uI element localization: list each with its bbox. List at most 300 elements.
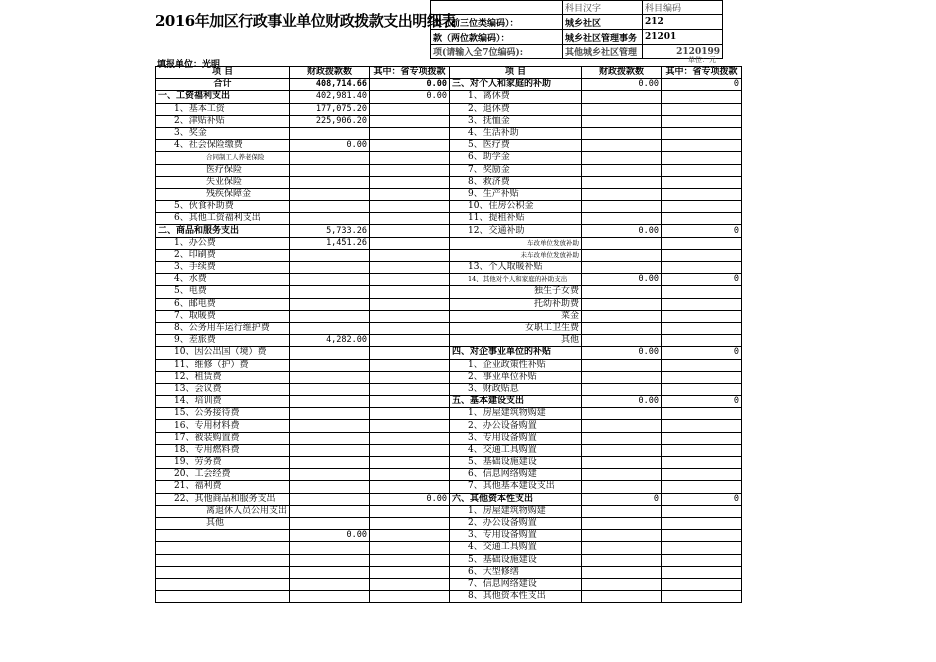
amount-cell-right[interactable] xyxy=(582,359,662,371)
item-label-left: 9、差旅费 xyxy=(156,335,290,347)
table-row xyxy=(156,396,742,408)
category-label: 类（前三位类编码）： xyxy=(431,15,563,30)
table-row xyxy=(156,188,742,200)
amount-cell-right[interactable] xyxy=(582,457,662,469)
amount-cell-right[interactable] xyxy=(582,176,662,188)
amount-cell-right[interactable] xyxy=(582,432,662,444)
special-cell-right[interactable] xyxy=(662,335,742,347)
amount-cell-left[interactable] xyxy=(290,249,370,261)
special-cell-right[interactable] xyxy=(662,481,742,493)
amount-cell-left[interactable]: 5,733.26 xyxy=(290,225,370,237)
item-label-left xyxy=(156,578,290,590)
table-row xyxy=(156,140,742,152)
special-cell-right[interactable] xyxy=(662,554,742,566)
table-row xyxy=(156,237,742,249)
special-cell-left[interactable] xyxy=(370,140,450,152)
header-item-left: 项 目 xyxy=(156,67,290,79)
amount-cell-right[interactable] xyxy=(582,469,662,481)
item-label-right: 6、助学金 xyxy=(450,152,582,164)
table-row xyxy=(156,444,742,456)
special-cell-left[interactable] xyxy=(370,335,450,347)
item-label-right: 7、奖励金 xyxy=(450,164,582,176)
section-code-cell[interactable]: 21201 xyxy=(643,30,723,45)
special-cell-left[interactable] xyxy=(370,176,450,188)
currency-unit-note: 单位：元 xyxy=(688,56,716,64)
special-cell-left[interactable] xyxy=(370,286,450,298)
subject-code-header: 科目编码 xyxy=(643,1,723,15)
special-cell-left[interactable] xyxy=(370,152,450,164)
item-name-cell[interactable]: 其他城乡社区管理 xyxy=(563,45,643,59)
item-label-left: 6、邮电费 xyxy=(156,298,290,310)
special-cell-left[interactable] xyxy=(370,591,450,603)
item-label-right: 六、其他资本性支出 xyxy=(450,493,582,505)
amount-cell-left[interactable]: 408,714.66 xyxy=(290,79,370,91)
special-cell-right[interactable] xyxy=(662,578,742,590)
table-row xyxy=(156,79,742,91)
item-label-left: 18、专用燃料费 xyxy=(156,444,290,456)
special-cell-right[interactable] xyxy=(662,542,742,554)
table-row xyxy=(156,164,742,176)
item-label-left: 2、津贴补贴 xyxy=(156,115,290,127)
report-title: 2016年加区行政事业单位财政拨款支出明细表 xyxy=(155,12,456,30)
special-cell-left[interactable] xyxy=(370,274,450,286)
header-amount-right: 财政拨款数 xyxy=(582,67,662,79)
special-cell-right[interactable] xyxy=(662,262,742,274)
amount-cell-left[interactable] xyxy=(290,420,370,432)
amount-cell-left[interactable] xyxy=(290,469,370,481)
amount-cell-left[interactable] xyxy=(290,322,370,334)
item-label-right: 4、交通工具购置 xyxy=(450,444,582,456)
item-label-right: 菜金 xyxy=(450,310,582,322)
amount-cell-left[interactable] xyxy=(290,444,370,456)
special-cell-left[interactable] xyxy=(370,359,450,371)
amount-cell-right[interactable] xyxy=(582,335,662,347)
table-row xyxy=(156,420,742,432)
amount-cell-right[interactable]: 0.00 xyxy=(582,79,662,91)
special-cell-left[interactable] xyxy=(370,457,450,469)
amount-cell-left[interactable] xyxy=(290,286,370,298)
special-cell-left[interactable] xyxy=(370,115,450,127)
special-cell-right[interactable]: 0 xyxy=(662,347,742,359)
special-cell-left[interactable] xyxy=(370,347,450,359)
special-cell-left[interactable] xyxy=(370,188,450,200)
amount-cell-right[interactable] xyxy=(582,201,662,213)
item-label-right: 13、个人取暖补贴 xyxy=(450,262,582,274)
special-cell-right[interactable]: 0 xyxy=(662,396,742,408)
amount-cell-left[interactable] xyxy=(290,274,370,286)
item-label-left: 残疾保障金 xyxy=(156,188,290,200)
special-cell-left[interactable] xyxy=(370,432,450,444)
special-cell-right[interactable] xyxy=(662,420,742,432)
item-label-left: 15、公务接待费 xyxy=(156,408,290,420)
special-cell-left[interactable] xyxy=(370,444,450,456)
table-row xyxy=(156,347,742,359)
amount-cell-left[interactable] xyxy=(290,566,370,578)
special-cell-right[interactable] xyxy=(662,176,742,188)
amount-cell-right[interactable] xyxy=(582,127,662,139)
item-label-right: 3、抚恤金 xyxy=(450,115,582,127)
amount-cell-left[interactable] xyxy=(290,408,370,420)
special-cell-left[interactable]: 0.00 xyxy=(370,79,450,91)
item-label-right: 1、离休费 xyxy=(450,91,582,103)
special-cell-left[interactable] xyxy=(370,298,450,310)
amount-cell-right[interactable]: 0.00 xyxy=(582,225,662,237)
amount-cell-right[interactable] xyxy=(582,566,662,578)
amount-cell-right[interactable] xyxy=(582,213,662,225)
table-row xyxy=(156,335,742,347)
section-label: 款（两位款编码）： xyxy=(431,30,563,45)
table-row xyxy=(156,91,742,103)
table-row xyxy=(156,225,742,237)
item-label-left: 6、其他工资福利支出 xyxy=(156,213,290,225)
amount-cell-right[interactable] xyxy=(582,262,662,274)
item-label-left: 22、其他商品和服务支出 xyxy=(156,493,290,505)
amount-cell-left[interactable] xyxy=(290,152,370,164)
special-cell-left[interactable] xyxy=(370,127,450,139)
amount-cell-right[interactable] xyxy=(582,542,662,554)
item-label-right: 2、办公设备购置 xyxy=(450,517,582,529)
item-label-right: 9、生产补贴 xyxy=(450,188,582,200)
header-item-right: 项 目 xyxy=(450,67,582,79)
item-label-right: 10、住房公积金 xyxy=(450,201,582,213)
item-label-right: 5、基础设施建设 xyxy=(450,554,582,566)
amount-cell-right[interactable] xyxy=(582,286,662,298)
amount-cell-left[interactable] xyxy=(290,164,370,176)
amount-cell-left[interactable] xyxy=(290,542,370,554)
item-label-left: 5、伙食补助费 xyxy=(156,201,290,213)
item-label-right: 1、房屋建筑物购建 xyxy=(450,408,582,420)
item-label-right: 3、专用设备购置 xyxy=(450,530,582,542)
special-cell-left[interactable] xyxy=(370,578,450,590)
item-label-right: 7、其他基本建设支出 xyxy=(450,481,582,493)
amount-cell-left[interactable]: 177,075.20 xyxy=(290,103,370,115)
table-row xyxy=(156,493,742,505)
special-cell-left[interactable] xyxy=(370,420,450,432)
item-label-left: 21、福利费 xyxy=(156,481,290,493)
special-cell-left[interactable] xyxy=(370,530,450,542)
table-row xyxy=(156,578,742,590)
amount-cell-left[interactable] xyxy=(290,432,370,444)
amount-cell-left[interactable] xyxy=(290,310,370,322)
amount-cell-right[interactable] xyxy=(582,371,662,383)
table-row xyxy=(156,176,742,188)
amount-cell-right[interactable] xyxy=(582,91,662,103)
special-cell-right[interactable] xyxy=(662,432,742,444)
table-row xyxy=(156,274,742,286)
item-label-right: 车改单位发放补助 xyxy=(450,237,582,249)
special-cell-right[interactable]: 0 xyxy=(662,493,742,505)
special-cell-right[interactable] xyxy=(662,408,742,420)
amount-cell-right[interactable]: 0.00 xyxy=(582,396,662,408)
amount-cell-left[interactable] xyxy=(290,371,370,383)
item-label-right: 12、交通补助 xyxy=(450,225,582,237)
special-cell-right[interactable] xyxy=(662,591,742,603)
special-cell-left[interactable]: 0.00 xyxy=(370,493,450,505)
special-cell-left[interactable] xyxy=(370,408,450,420)
special-cell-left[interactable] xyxy=(370,310,450,322)
item-code-cell[interactable]: 2120199 xyxy=(643,45,723,59)
table-row xyxy=(156,103,742,115)
item-label-left: 合同制工人养老保险 xyxy=(156,152,290,164)
table-row xyxy=(156,481,742,493)
amount-cell-right[interactable] xyxy=(582,591,662,603)
section-name-cell[interactable]: 城乡社区管理事务 xyxy=(563,30,643,45)
code-box-blank xyxy=(431,1,563,15)
amount-cell-left[interactable] xyxy=(290,347,370,359)
special-cell-left[interactable] xyxy=(370,249,450,261)
special-cell-right[interactable] xyxy=(662,310,742,322)
table-row xyxy=(156,408,742,420)
amount-cell-right[interactable] xyxy=(582,444,662,456)
item-label-right: 3、专用设备购置 xyxy=(450,432,582,444)
subject-code-box xyxy=(430,0,723,59)
amount-cell-left[interactable] xyxy=(290,359,370,371)
item-label-right: 其他 xyxy=(450,335,582,347)
item-label-left: 13、会议费 xyxy=(156,383,290,395)
item-label-right: 6、信息网络购建 xyxy=(450,469,582,481)
amount-cell-left[interactable] xyxy=(290,481,370,493)
special-cell-right[interactable] xyxy=(662,286,742,298)
amount-cell-right[interactable]: 0 xyxy=(582,493,662,505)
special-cell-right[interactable] xyxy=(662,91,742,103)
special-cell-right[interactable] xyxy=(662,444,742,456)
table-row xyxy=(156,286,742,298)
amount-cell-right[interactable] xyxy=(582,115,662,127)
table-row xyxy=(156,457,742,469)
amount-cell-right[interactable] xyxy=(582,481,662,493)
amount-cell-right[interactable] xyxy=(582,140,662,152)
amount-cell-left[interactable] xyxy=(290,262,370,274)
special-cell-left[interactable] xyxy=(370,505,450,517)
amount-cell-right[interactable] xyxy=(582,383,662,395)
special-cell-left[interactable] xyxy=(370,469,450,481)
item-label-right: 2、退休费 xyxy=(450,103,582,115)
table-row xyxy=(156,310,742,322)
amount-cell-right[interactable] xyxy=(582,505,662,517)
special-cell-left[interactable] xyxy=(370,213,450,225)
header-special-left: 其中：省专项拨款 xyxy=(370,67,450,79)
item-label-left xyxy=(156,542,290,554)
item-label-right: 2、事业单位补贴 xyxy=(450,371,582,383)
special-cell-left[interactable] xyxy=(370,383,450,395)
special-cell-right[interactable] xyxy=(662,371,742,383)
special-cell-right[interactable]: 0 xyxy=(662,79,742,91)
item-label-left: 一、工资福利支出 xyxy=(156,91,290,103)
item-label-right: 五、基本建设支出 xyxy=(450,396,582,408)
amount-cell-left[interactable] xyxy=(290,396,370,408)
special-cell-right[interactable] xyxy=(662,383,742,395)
amount-cell-left[interactable] xyxy=(290,127,370,139)
item-label-right: 独生子女费 xyxy=(450,286,582,298)
amount-cell-right[interactable] xyxy=(582,578,662,590)
table-row xyxy=(156,542,742,554)
special-cell-left[interactable] xyxy=(370,225,450,237)
item-label-left: 19、劳务费 xyxy=(156,457,290,469)
amount-cell-left[interactable] xyxy=(290,505,370,517)
amount-cell-left[interactable]: 0.00 xyxy=(290,140,370,152)
item-label-left: 4、社会保险缴费 xyxy=(156,140,290,152)
table-row xyxy=(156,201,742,213)
table-row xyxy=(156,359,742,371)
table-header-row xyxy=(156,67,742,79)
amount-cell-right[interactable] xyxy=(582,103,662,115)
category-code-cell[interactable]: 212 xyxy=(643,15,723,30)
amount-cell-left[interactable] xyxy=(290,457,370,469)
amount-cell-right[interactable] xyxy=(582,408,662,420)
amount-cell-left[interactable] xyxy=(290,213,370,225)
item-label: 项(请输入全7位编码): xyxy=(431,45,563,59)
amount-cell-right[interactable] xyxy=(582,164,662,176)
amount-cell-right[interactable] xyxy=(582,420,662,432)
special-cell-left[interactable] xyxy=(370,542,450,554)
special-cell-right[interactable]: 0 xyxy=(662,274,742,286)
amount-cell-right[interactable] xyxy=(582,517,662,529)
amount-cell-right[interactable] xyxy=(582,310,662,322)
item-label-left xyxy=(156,591,290,603)
special-cell-left[interactable] xyxy=(370,164,450,176)
item-label-left: 失业保险 xyxy=(156,176,290,188)
special-cell-right[interactable] xyxy=(662,152,742,164)
item-label-left: 10、因公出国（境）费 xyxy=(156,347,290,359)
amount-cell-right[interactable] xyxy=(582,530,662,542)
special-cell-right[interactable] xyxy=(662,469,742,481)
amount-cell-left[interactable] xyxy=(290,201,370,213)
special-cell-left[interactable] xyxy=(370,481,450,493)
item-label-right: 4、交通工具购置 xyxy=(450,542,582,554)
item-label-left: 合计 xyxy=(156,79,290,91)
special-cell-left[interactable] xyxy=(370,103,450,115)
special-cell-right[interactable] xyxy=(662,298,742,310)
amount-cell-right[interactable] xyxy=(582,188,662,200)
amount-cell-left[interactable] xyxy=(290,188,370,200)
special-cell-right[interactable] xyxy=(662,517,742,529)
table-row xyxy=(156,127,742,139)
amount-cell-left[interactable] xyxy=(290,493,370,505)
item-label-right: 4、生活补助 xyxy=(450,127,582,139)
item-label-left xyxy=(156,554,290,566)
item-label-left: 3、奖金 xyxy=(156,127,290,139)
special-cell-right[interactable] xyxy=(662,213,742,225)
special-cell-right[interactable] xyxy=(662,237,742,249)
amount-cell-right[interactable] xyxy=(582,249,662,261)
special-cell-left[interactable] xyxy=(370,201,450,213)
header-amount-left: 财政拨款数 xyxy=(290,67,370,79)
special-cell-right[interactable] xyxy=(662,140,742,152)
item-label-right: 5、基础设施建设 xyxy=(450,457,582,469)
header-special-right: 其中：省专项拨款 xyxy=(662,67,742,79)
special-cell-left[interactable] xyxy=(370,322,450,334)
special-cell-right[interactable] xyxy=(662,359,742,371)
amount-cell-left[interactable] xyxy=(290,517,370,529)
special-cell-right[interactable] xyxy=(662,566,742,578)
amount-cell-left[interactable] xyxy=(290,554,370,566)
amount-cell-left[interactable] xyxy=(290,383,370,395)
special-cell-left[interactable] xyxy=(370,371,450,383)
amount-cell-left[interactable]: 4,282.00 xyxy=(290,335,370,347)
item-label-left xyxy=(156,530,290,542)
special-cell-right[interactable] xyxy=(662,201,742,213)
special-cell-left[interactable] xyxy=(370,396,450,408)
item-label-left: 4、水费 xyxy=(156,274,290,286)
item-label-right: 未车改单位发放补助 xyxy=(450,249,582,261)
amount-cell-right[interactable]: 0.00 xyxy=(582,274,662,286)
special-cell-right[interactable] xyxy=(662,115,742,127)
special-cell-left[interactable] xyxy=(370,554,450,566)
amount-cell-left[interactable]: 1,451.26 xyxy=(290,237,370,249)
amount-cell-left[interactable]: 0.00 xyxy=(290,530,370,542)
table-row xyxy=(156,505,742,517)
special-cell-left[interactable] xyxy=(370,262,450,274)
table-row xyxy=(156,383,742,395)
special-cell-right[interactable] xyxy=(662,505,742,517)
subject-name-header: 科目汉字 xyxy=(563,1,643,15)
special-cell-right[interactable] xyxy=(662,249,742,261)
item-label-right: 3、财政贴息 xyxy=(450,383,582,395)
item-label-right: 6、大型修缮 xyxy=(450,566,582,578)
item-label-left: 3、手续费 xyxy=(156,262,290,274)
table-row xyxy=(156,554,742,566)
item-label-left: 二、商品和服务支出 xyxy=(156,225,290,237)
special-cell-right[interactable] xyxy=(662,164,742,176)
item-label-left: 5、电费 xyxy=(156,286,290,298)
item-label-left xyxy=(156,566,290,578)
item-label-right: 三、对个人和家庭的补助 xyxy=(450,79,582,91)
table-row xyxy=(156,213,742,225)
special-cell-left[interactable]: 0.00 xyxy=(370,91,450,103)
item-label-left: 医疗保险 xyxy=(156,164,290,176)
table-row xyxy=(156,371,742,383)
special-cell-right[interactable]: 0 xyxy=(662,225,742,237)
amount-cell-left[interactable] xyxy=(290,591,370,603)
special-cell-left[interactable] xyxy=(370,566,450,578)
item-label-left: 1、办公费 xyxy=(156,237,290,249)
special-cell-right[interactable] xyxy=(662,530,742,542)
item-label-left: 离退休人员公用支出 xyxy=(156,505,290,517)
amount-cell-left[interactable] xyxy=(290,298,370,310)
item-label-left: 7、取暖费 xyxy=(156,310,290,322)
amount-cell-left[interactable]: 402,981.40 xyxy=(290,91,370,103)
amount-cell-left[interactable] xyxy=(290,578,370,590)
item-label-right: 1、企业政策性补贴 xyxy=(450,359,582,371)
item-label-right: 14、其他对个人和家庭的补助支出 xyxy=(450,274,582,286)
special-cell-left[interactable] xyxy=(370,237,450,249)
amount-cell-left[interactable] xyxy=(290,176,370,188)
table-row xyxy=(156,152,742,164)
expenditure-table xyxy=(155,66,742,603)
amount-cell-right[interactable] xyxy=(582,322,662,334)
amount-cell-right[interactable]: 0.00 xyxy=(582,347,662,359)
category-name-cell[interactable]: 城乡社区 xyxy=(563,15,643,30)
special-cell-right[interactable] xyxy=(662,188,742,200)
special-cell-right[interactable] xyxy=(662,127,742,139)
item-label-left: 1、基本工资 xyxy=(156,103,290,115)
item-label-left: 16、专用材料费 xyxy=(156,420,290,432)
special-cell-right[interactable] xyxy=(662,457,742,469)
amount-cell-right[interactable] xyxy=(582,237,662,249)
amount-cell-left[interactable]: 225,906.20 xyxy=(290,115,370,127)
amount-cell-right[interactable] xyxy=(582,152,662,164)
table-row xyxy=(156,530,742,542)
item-label-left: 20、工会经费 xyxy=(156,469,290,481)
special-cell-right[interactable] xyxy=(662,103,742,115)
special-cell-right[interactable] xyxy=(662,322,742,334)
special-cell-left[interactable] xyxy=(370,517,450,529)
amount-cell-right[interactable] xyxy=(582,554,662,566)
item-label-right: 四、对企事业单位的补贴 xyxy=(450,347,582,359)
amount-cell-right[interactable] xyxy=(582,298,662,310)
table-row xyxy=(156,298,742,310)
item-label-right: 2、办公设备购置 xyxy=(450,420,582,432)
